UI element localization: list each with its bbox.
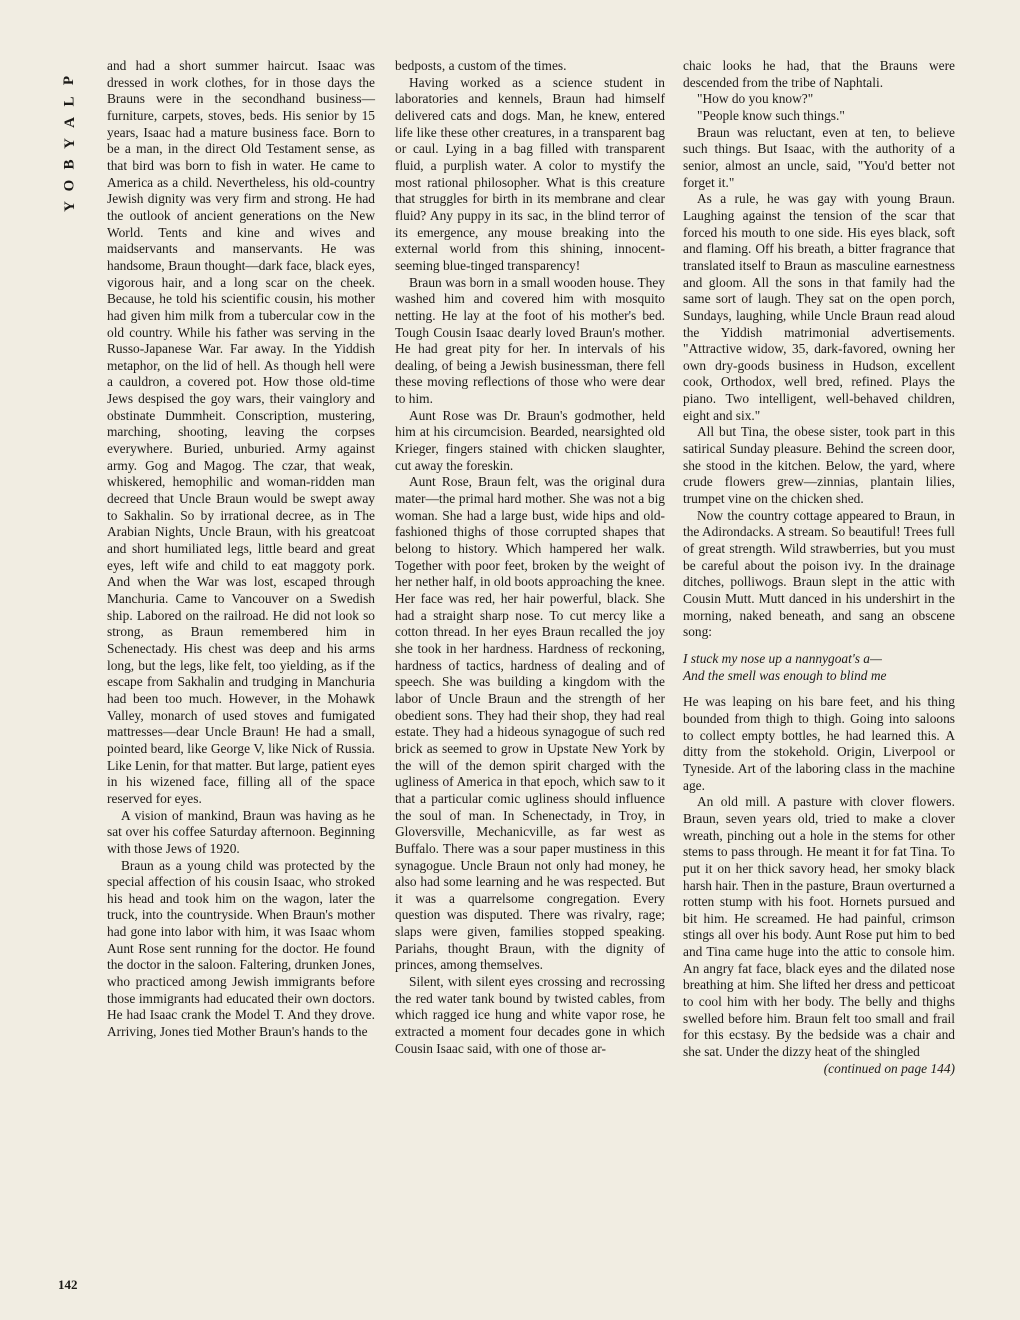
paragraph: Silent, with silent eyes crossing and recrossing the red water tank bound by twisted cables, from which ragged ice hung and white vapor rose, he extracted a moment four decades gone in which Cousin Isaac said, with one of those ar- bbox=[395, 974, 665, 1056]
paragraph: Braun was reluctant, even at ten, to believe such things. But Isaac, with the authority of a senior, almost an uncle, said, "You'd better not forget it." bbox=[683, 124, 955, 190]
paragraph: A vision of mankind, Braun was having as he sat over his coffee Saturday afternoon. Beginning with those Jews of 1920. bbox=[107, 807, 375, 856]
paragraph: Having worked as a science student in laboratories and kennels, Braun had himself delivered cats and dogs. Man, he knew, entered life like these other creatures, in a transparent bag or caul. Lying in a bag filled with transparent fluid, a purplish water. A color to mystify the most rational philosopher. What is this creature that struggles for birth in its membrane and clear fluid? Any puppy in its sac, in the blind terror of its emergence, any mouse breaking into the external world from this shining, innocent-seeming blue-tinged transparency! bbox=[395, 74, 665, 273]
column-1 bbox=[107, 58, 375, 1041]
paragraph: Now the country cottage appeared to Braun, in the Adirondacks. A stream. So beautiful! Trees full of great strength. Wild strawberries, but you must be careful about the poison ivy. In the drainage ditches, polliwogs. Braun slept in the attic with Cousin Mutt. Mutt danced in his undershirt in the morning, naked beneath, and sang an obscene song: bbox=[683, 507, 955, 640]
continued-notice: (continued on page 144) bbox=[823, 1060, 955, 1076]
paragraph: Aunt Rose was Dr. Braun's godmother, held him at his circumcision. Bearded, nearsighted old Krieger, fingers stained with chicken slaughter, cut away the foreskin. bbox=[395, 407, 665, 473]
paragraph: and had a short summer haircut. Isaac was dressed in work clothes, for in those days the Brauns were in the secondhand business—furniture, carpets, stoves, beds. His senior by 15 years, Isaac had a mature business face. Born to be a man, in the direct Old Testament sense, as that bird was born to fish in water. He came to America as a child. Nevertheless, his old-country Jewish dignity was very firm and strong. He had the outlook of ancient generations on the New World. Tents and kine and wives and maidservants and manservants. He was handsome, Braun thought—dark face, black eyes, vigorous hair, and a long scar on the cheek. Because, he told his scientific cousin, his mother had given him milk from a tubercular cow in the old country. While his father was serving in the Russo-Japanese War. Far away. In the Yiddish metaphor, on the lid of hell. As though hell were a cauldron, a covered pot. How those old-time Jews despised the goy wars, their vainglory and obstinate Dummheit. Conscription, mustering, marching, shooting, leaving the corpses everywhere. Buried, unburied. Army against army. Gog and Magog. The czar, that weak, whiskered, hemophilic and woman-ridden man decreed that Uncle Braun would be swept away to Sakhalin. So by irrational decree, as in The Arabian Nights, Uncle Braun, with his greatcoat and short humiliated legs, little beard and great eyes, left wife and child to eat maggoty pork. And when the War was lost, escaped through Manchuria. Came to Vancouver on a Swedish ship. Labored on the railroad. He did not look so strong, as Braun remembered him in Schenectady. His chest was deep and his arms long, but the legs, like felt, too yielding, as if the escape from Sakhalin and trudging in Manchuria had been too much. However, in the Mohawk Valley, monarch of used stoves and fumigated mattresses—dear Uncle Braun! He had a small, pointed beard, like George V, like Nick of Russia. Like Lenin, for that matter. But large, patient eyes in his wizened face, filling all of the space reserved for eyes. bbox=[107, 58, 375, 806]
masthead-vertical bbox=[59, 70, 81, 217]
masthead-letter: Y bbox=[61, 138, 78, 149]
masthead-letter: O bbox=[61, 179, 78, 192]
song-verse bbox=[683, 651, 955, 684]
paragraph: Braun was born in a small wooden house. They washed him and covered him with mosquito netting. He lay at the foot of his mother's bed. Tough Cousin Isaac dearly loved Braun's mother. He had great pity for her. In intervals of his dealing, of being a Jewish businessman, there fell these moving reflections of those who were dear to him. bbox=[395, 274, 665, 407]
paragraph: chaic looks he had, that the Brauns were descended from the tribe of Naphtali. bbox=[683, 58, 955, 90]
paragraph: As a rule, he was gay with young Braun. Laughing against the tension of the scar that forced his mouth to one side. His eyes black, soft and flaming. Off his breath, a bitter fragrance that translated itself to Braun as masculine earnestness and gloom. All the sons in that family had the same sort of laugh. They sat on the open porch, Sundays, laughing, while Uncle Braun read aloud the Yiddish matrimonial advertisements. "Attractive widow, 35, dark-favored, owning her own dry-goods business in Hudson, excellent cook, Orthodox, well bred, refined. Plays the piano. Two intelligent, well-behaved children, eight and six." bbox=[683, 191, 955, 423]
paragraph: Aunt Rose, Braun felt, was the original dura mater—the primal hard mother. She was not a big woman. She had a large bust, wide hips and old-fashioned thighs of those corrupted shapes that belong to history. Which hampered her walk. Together with poor feet, broken by the weight of her nether half, in old boots approaching the knee. Her face was red, her hair powerful, black. She had a straight sharp nose. To cut mercy like a cotton thread. In her eyes Braun recalled the joy she took in her hardness. Hardness of reckoning, hardness of tactics, hardness of dealing and of speech. She was building a kingdom with the labor of Uncle Braun and the strength of her obedient sons. They had their shop, they had real estate. They had a hideous synagogue of such red brick as seemed to grow in Upstate New York by the will of the demon spirit charged with the ugliness of America in that epoch, which saw to it that a particular comic ugliness should influence the soul of man. In Schenectady, in Troy, in Gloversville, Mechanicville, as far west as Buffalo. There was a sour paper mustiness in this synagogue. Uncle Braun not only had money, he also had some learning and he was respected. But it was a quarrelsome congregation. Every question was disputed. There was rivalry, rage; slaps were given, families stopped speaking. Pariahs, thought Braun, with the dignity of princes, among themselves. bbox=[395, 474, 665, 973]
masthead-letter: P bbox=[61, 75, 78, 86]
paragraph: "How do you know?" bbox=[697, 91, 814, 107]
verse-line: And the smell was enough to blind me bbox=[683, 667, 887, 683]
paragraph: All but Tina, the obese sister, took part in this satirical Sunday pleasure. Behind the screen door, she stood in the kitchen. Below, the yard, where crude flowers grew—zinnias, plantain lilies, trumpet vine on the chicken shed. bbox=[683, 424, 955, 507]
column-2 bbox=[395, 58, 665, 1057]
masthead-letter: B bbox=[61, 159, 78, 170]
paragraph: He was leaping on his bare feet, and his thing bounded from thigh to thigh. Going into saloons to collect empty bottles, he had learned this. A ditty from the stokehold. Origin, Liverpool or Tyneside. Art of the laboring class in the machine age. bbox=[683, 694, 955, 793]
masthead-letter: L bbox=[61, 96, 78, 107]
page-number: 142 bbox=[58, 1277, 78, 1292]
masthead-letter: A bbox=[61, 117, 78, 128]
paragraph: An old mill. A pasture with clover flowers. Braun, seven years old, tried to make a clover wreath, pinching out a hole in the stems for other stems to pass through. He meant it for fat Tina. To put it on her thick savory head, her smoky black harsh hair. Then in the pasture, Braun overturned a rotten stump with his foot. Hornets pursued and bit him. He screamed. He had painful, crimson stings all over his body. Aunt Rose put him to bed and Tina came huge into the attic to console him. An angry fat face, black eyes and the dilated nose breathing at him. She lifted her dress and petticoat to cool him with her body. The belly and thighs swelled before him. Braun felt too small and frail for this ecstasy. By the bedside was a chair and she sat. Under the dizzy heat of the shingled bbox=[683, 794, 955, 1060]
paragraph: Braun as a young child was protected by the special affection of his cousin Isaac, who stroked his head and took him on the wagon, later the truck, into the countryside. When Braun's mother had gone into labor with him, it was Isaac whom Aunt Rose sent running for the doctor. He found the doctor in the saloon. Faltering, drunken Jones, who practiced among Jewish immigrants before those immigrants had educated their own doctors. He had Isaac crank the Model T. And they drove. Arriving, Jones tied Mother Braun's hands to the bbox=[107, 857, 375, 1040]
paragraph: "People know such things." bbox=[697, 107, 845, 123]
verse-line: I stuck my nose up a nannygoat's a— bbox=[683, 650, 882, 666]
column-3 bbox=[683, 58, 955, 1077]
masthead-letter: Y bbox=[61, 201, 78, 212]
paragraph: bedposts, a custom of the times. bbox=[395, 58, 567, 73]
